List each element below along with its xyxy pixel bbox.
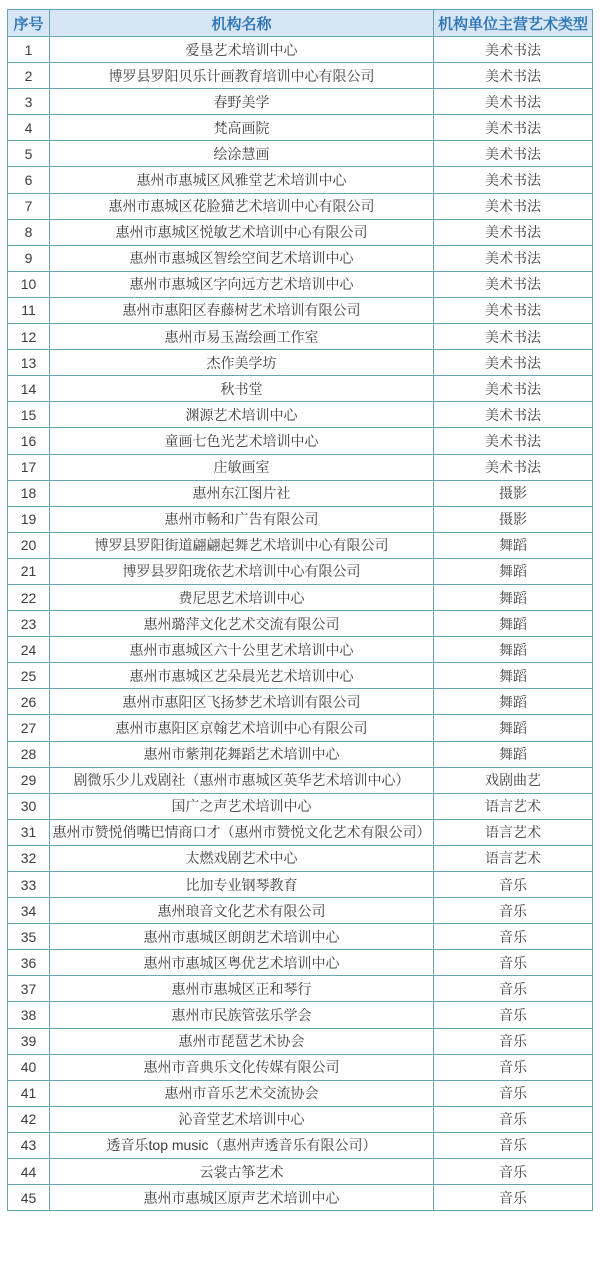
serial-number-cell: 9 xyxy=(8,245,50,271)
serial-number-cell: 34 xyxy=(8,898,50,924)
table-row xyxy=(8,1028,593,1054)
art-type-cell: 音乐 xyxy=(434,872,593,898)
table-row xyxy=(8,637,593,663)
institution-name-cell: 惠州市音乐艺术交流协会 xyxy=(50,1080,434,1106)
serial-number-cell: 25 xyxy=(8,663,50,689)
table-row xyxy=(8,558,593,584)
table-row xyxy=(8,193,593,219)
art-type-cell: 美术书法 xyxy=(434,141,593,167)
art-type-cell: 舞蹈 xyxy=(434,637,593,663)
table-row xyxy=(8,37,593,63)
table-row xyxy=(8,454,593,480)
header-row xyxy=(8,10,593,37)
table-row xyxy=(8,63,593,89)
table-row xyxy=(8,141,593,167)
table-body xyxy=(8,37,593,1211)
art-type-cell: 美术书法 xyxy=(434,115,593,141)
art-type-cell: 音乐 xyxy=(434,1106,593,1132)
table-row xyxy=(8,819,593,845)
serial-number-cell: 10 xyxy=(8,271,50,297)
serial-number-cell: 13 xyxy=(8,350,50,376)
institution-name-cell: 绘涂慧画 xyxy=(50,141,434,167)
serial-number-cell: 44 xyxy=(8,1159,50,1185)
institution-name-cell: 博罗县罗阳街道翩翩起舞艺术培训中心有限公司 xyxy=(50,532,434,558)
header-institution-name: 机构名称 xyxy=(50,10,434,37)
table-row xyxy=(8,89,593,115)
institution-name-cell: 太燃戏剧艺术中心 xyxy=(50,845,434,871)
institution-name-cell: 春野美学 xyxy=(50,89,434,115)
institution-name-cell: 惠州市畅和广告有限公司 xyxy=(50,506,434,532)
art-type-cell: 舞蹈 xyxy=(434,558,593,584)
institution-name-cell: 惠州市惠阳区京翰艺术培训中心有限公司 xyxy=(50,715,434,741)
art-type-cell: 美术书法 xyxy=(434,219,593,245)
serial-number-cell: 22 xyxy=(8,584,50,610)
institution-name-cell: 惠州市惠城区原声艺术培训中心 xyxy=(50,1185,434,1211)
table-row xyxy=(8,924,593,950)
art-type-cell: 舞蹈 xyxy=(434,663,593,689)
serial-number-cell: 38 xyxy=(8,1002,50,1028)
institution-name-cell: 国广之声艺术培训中心 xyxy=(50,793,434,819)
table-row xyxy=(8,324,593,350)
table-row xyxy=(8,584,593,610)
serial-number-cell: 45 xyxy=(8,1185,50,1211)
art-type-cell: 音乐 xyxy=(434,1028,593,1054)
table-row xyxy=(8,689,593,715)
art-type-cell: 音乐 xyxy=(434,1054,593,1080)
institution-name-cell: 秋书堂 xyxy=(50,376,434,402)
art-type-cell: 音乐 xyxy=(434,950,593,976)
table-row xyxy=(8,1185,593,1211)
table-row xyxy=(8,845,593,871)
serial-number-cell: 37 xyxy=(8,976,50,1002)
art-type-cell: 美术书法 xyxy=(434,428,593,454)
table-row xyxy=(8,506,593,532)
serial-number-cell: 23 xyxy=(8,611,50,637)
serial-number-cell: 17 xyxy=(8,454,50,480)
art-type-cell: 摄影 xyxy=(434,480,593,506)
art-type-cell: 音乐 xyxy=(434,1185,593,1211)
serial-number-cell: 40 xyxy=(8,1054,50,1080)
art-type-cell: 音乐 xyxy=(434,1132,593,1158)
table-row xyxy=(8,898,593,924)
table-row xyxy=(8,376,593,402)
table-row xyxy=(8,611,593,637)
institution-name-cell: 惠州市易玉嵩绘画工作室 xyxy=(50,324,434,350)
table-row xyxy=(8,793,593,819)
art-type-cell: 美术书法 xyxy=(434,37,593,63)
serial-number-cell: 5 xyxy=(8,141,50,167)
institution-name-cell: 惠州市惠城区悦敏艺术培训中心有限公司 xyxy=(50,219,434,245)
art-type-cell: 舞蹈 xyxy=(434,611,593,637)
serial-number-cell: 28 xyxy=(8,741,50,767)
institutions-table xyxy=(7,9,593,1211)
art-type-cell: 美术书法 xyxy=(434,193,593,219)
institution-name-cell: 惠州市惠城区艺朵晨光艺术培训中心 xyxy=(50,663,434,689)
institution-name-cell: 惠州市赞悦俏嘴巴情商口才（惠州市赞悦文化艺术有限公司） xyxy=(50,819,434,845)
institution-name-cell: 惠州市民族管弦乐学会 xyxy=(50,1002,434,1028)
table-row xyxy=(8,1159,593,1185)
art-type-cell: 美术书法 xyxy=(434,167,593,193)
serial-number-cell: 30 xyxy=(8,793,50,819)
table-row xyxy=(8,219,593,245)
serial-number-cell: 14 xyxy=(8,376,50,402)
institution-name-cell: 惠州市惠城区粤优艺术培训中心 xyxy=(50,950,434,976)
table-row xyxy=(8,1002,593,1028)
institution-name-cell: 惠州市惠城区字向远方艺术培训中心 xyxy=(50,271,434,297)
serial-number-cell: 21 xyxy=(8,558,50,584)
serial-number-cell: 6 xyxy=(8,167,50,193)
serial-number-cell: 26 xyxy=(8,689,50,715)
table-row xyxy=(8,872,593,898)
serial-number-cell: 33 xyxy=(8,872,50,898)
art-type-cell: 舞蹈 xyxy=(434,689,593,715)
serial-number-cell: 41 xyxy=(8,1080,50,1106)
table-row xyxy=(8,402,593,428)
art-type-cell: 摄影 xyxy=(434,506,593,532)
table-row xyxy=(8,532,593,558)
institution-name-cell: 剧微乐少儿戏剧社（惠州市惠城区英华艺术培训中心） xyxy=(50,767,434,793)
serial-number-cell: 16 xyxy=(8,428,50,454)
serial-number-cell: 8 xyxy=(8,219,50,245)
table-row xyxy=(8,950,593,976)
serial-number-cell: 42 xyxy=(8,1106,50,1132)
art-type-cell: 舞蹈 xyxy=(434,584,593,610)
table-row xyxy=(8,1132,593,1158)
art-type-cell: 美术书法 xyxy=(434,350,593,376)
table-row xyxy=(8,350,593,376)
serial-number-cell: 2 xyxy=(8,63,50,89)
institution-name-cell: 惠州市惠城区正和琴行 xyxy=(50,976,434,1002)
serial-number-cell: 7 xyxy=(8,193,50,219)
art-type-cell: 舞蹈 xyxy=(434,715,593,741)
institution-name-cell: 童画七色光艺术培训中心 xyxy=(50,428,434,454)
institution-name-cell: 惠州市惠阳区春藤树艺术培训有限公司 xyxy=(50,297,434,323)
institution-name-cell: 博罗县罗阳珑依艺术培训中心有限公司 xyxy=(50,558,434,584)
institution-name-cell: 沁音堂艺术培训中心 xyxy=(50,1106,434,1132)
table-row xyxy=(8,245,593,271)
header-art-type: 机构单位主营艺术类型 xyxy=(434,10,593,37)
table-row xyxy=(8,297,593,323)
art-type-cell: 美术书法 xyxy=(434,324,593,350)
art-type-cell: 戏剧曲艺 xyxy=(434,767,593,793)
serial-number-cell: 35 xyxy=(8,924,50,950)
serial-number-cell: 19 xyxy=(8,506,50,532)
serial-number-cell: 29 xyxy=(8,767,50,793)
serial-number-cell: 4 xyxy=(8,115,50,141)
institution-name-cell: 庄敏画室 xyxy=(50,454,434,480)
table-row xyxy=(8,115,593,141)
serial-number-cell: 15 xyxy=(8,402,50,428)
serial-number-cell: 3 xyxy=(8,89,50,115)
serial-number-cell: 27 xyxy=(8,715,50,741)
institution-name-cell: 惠州东江图片社 xyxy=(50,480,434,506)
table-row xyxy=(8,1054,593,1080)
institution-name-cell: 透音乐top music（惠州声透音乐有限公司） xyxy=(50,1132,434,1158)
institution-name-cell: 惠州市紫荆花舞蹈艺术培训中心 xyxy=(50,741,434,767)
institution-name-cell: 梵高画院 xyxy=(50,115,434,141)
serial-number-cell: 39 xyxy=(8,1028,50,1054)
table-row xyxy=(8,1080,593,1106)
institution-name-cell: 惠州市惠城区朗朗艺术培训中心 xyxy=(50,924,434,950)
institution-name-cell: 惠州市惠城区风雅堂艺术培训中心 xyxy=(50,167,434,193)
art-type-cell: 美术书法 xyxy=(434,271,593,297)
art-type-cell: 语言艺术 xyxy=(434,845,593,871)
art-type-cell: 舞蹈 xyxy=(434,741,593,767)
art-type-cell: 语言艺术 xyxy=(434,819,593,845)
table-row xyxy=(8,741,593,767)
header-serial-number: 序号 xyxy=(8,10,50,37)
table-row xyxy=(8,1106,593,1132)
table-header xyxy=(8,10,593,37)
serial-number-cell: 20 xyxy=(8,532,50,558)
institution-name-cell: 惠州市惠城区花脸猫艺术培训中心有限公司 xyxy=(50,193,434,219)
art-type-cell: 音乐 xyxy=(434,898,593,924)
serial-number-cell: 32 xyxy=(8,845,50,871)
art-type-cell: 美术书法 xyxy=(434,297,593,323)
institution-name-cell: 惠州市惠阳区飞扬梦艺术培训有限公司 xyxy=(50,689,434,715)
table-row xyxy=(8,976,593,1002)
serial-number-cell: 31 xyxy=(8,819,50,845)
institution-name-cell: 杰作美学坊 xyxy=(50,350,434,376)
art-type-cell: 语言艺术 xyxy=(434,793,593,819)
institution-name-cell: 渊源艺术培训中心 xyxy=(50,402,434,428)
institution-name-cell: 爱垦艺术培训中心 xyxy=(50,37,434,63)
art-type-cell: 美术书法 xyxy=(434,89,593,115)
art-type-cell: 音乐 xyxy=(434,1159,593,1185)
art-type-cell: 音乐 xyxy=(434,976,593,1002)
art-type-cell: 美术书法 xyxy=(434,376,593,402)
art-type-cell: 音乐 xyxy=(434,1002,593,1028)
institution-name-cell: 惠州市琵琶艺术协会 xyxy=(50,1028,434,1054)
serial-number-cell: 11 xyxy=(8,297,50,323)
institution-name-cell: 博罗县罗阳贝乐计画教育培训中心有限公司 xyxy=(50,63,434,89)
institution-name-cell: 惠州市惠城区六十公里艺术培训中心 xyxy=(50,637,434,663)
art-type-cell: 舞蹈 xyxy=(434,532,593,558)
art-type-cell: 美术书法 xyxy=(434,402,593,428)
institution-name-cell: 云裳古筝艺术 xyxy=(50,1159,434,1185)
table-row xyxy=(8,428,593,454)
institution-name-cell: 惠州市音典乐文化传媒有限公司 xyxy=(50,1054,434,1080)
art-type-cell: 美术书法 xyxy=(434,454,593,480)
table-row xyxy=(8,167,593,193)
table-row xyxy=(8,715,593,741)
art-type-cell: 美术书法 xyxy=(434,245,593,271)
institution-name-cell: 费尼思艺术培训中心 xyxy=(50,584,434,610)
serial-number-cell: 18 xyxy=(8,480,50,506)
institution-name-cell: 惠州璐萍文化艺术交流有限公司 xyxy=(50,611,434,637)
serial-number-cell: 12 xyxy=(8,324,50,350)
art-type-cell: 美术书法 xyxy=(434,63,593,89)
art-type-cell: 音乐 xyxy=(434,1080,593,1106)
art-type-cell: 音乐 xyxy=(434,924,593,950)
table-row xyxy=(8,480,593,506)
institution-name-cell: 比加专业钢琴教育 xyxy=(50,872,434,898)
institution-name-cell: 惠州市惠城区智绘空间艺术培训中心 xyxy=(50,245,434,271)
serial-number-cell: 36 xyxy=(8,950,50,976)
serial-number-cell: 1 xyxy=(8,37,50,63)
serial-number-cell: 43 xyxy=(8,1132,50,1158)
table-row xyxy=(8,271,593,297)
serial-number-cell: 24 xyxy=(8,637,50,663)
table-row xyxy=(8,767,593,793)
institution-name-cell: 惠州琅音文化艺术有限公司 xyxy=(50,898,434,924)
table-row xyxy=(8,663,593,689)
